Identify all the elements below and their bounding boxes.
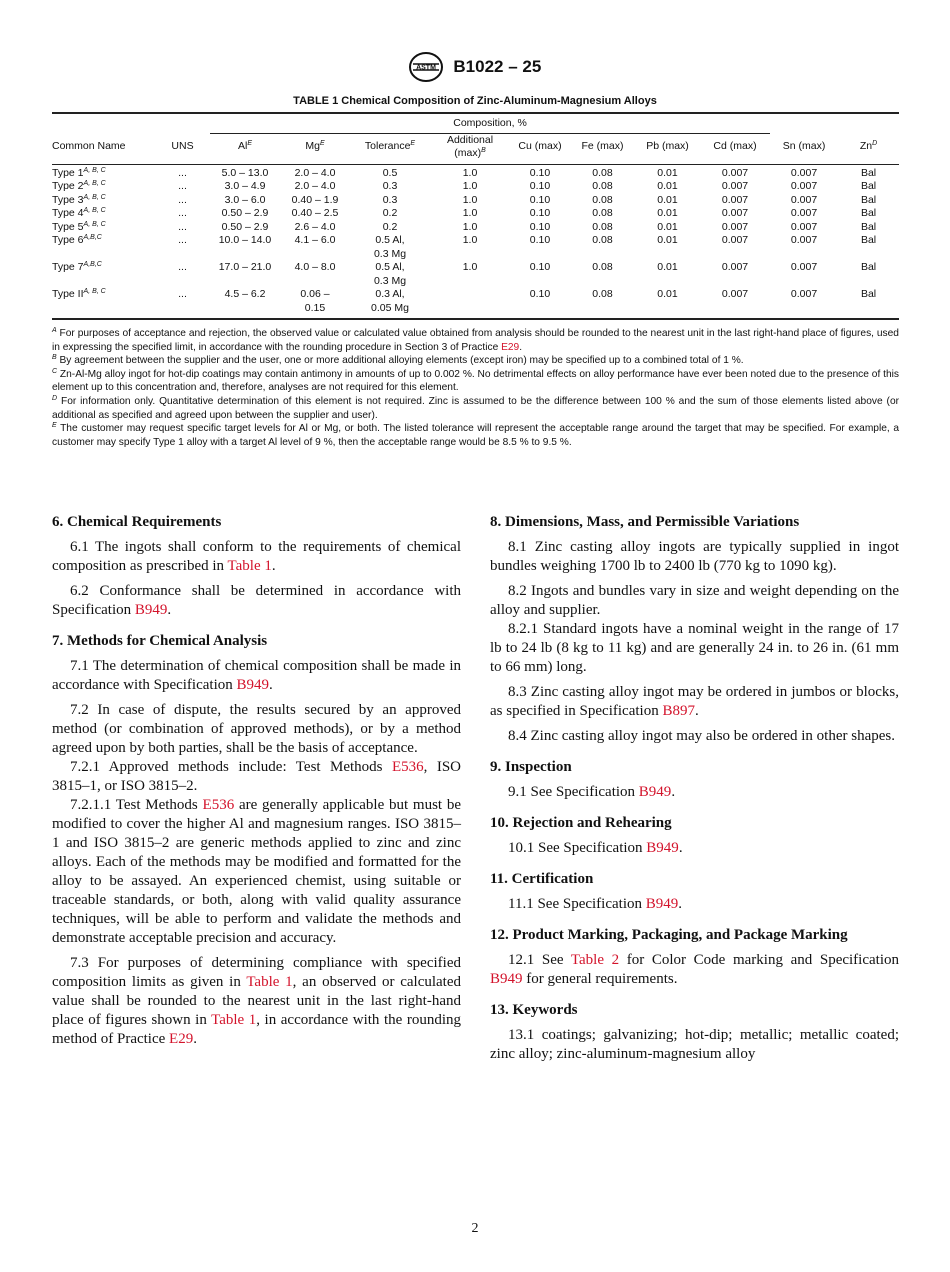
paragraph [490, 620, 899, 677]
footnote-mark: B [52, 354, 57, 362]
footnote-mark: A, B, C [83, 288, 106, 295]
table-cell: 0.01 [657, 166, 678, 179]
reference-link[interactable]: Table 1 [246, 974, 293, 990]
table-cell: 0.06 – 0.15 [300, 288, 330, 314]
reference-link[interactable]: E536 [391, 759, 424, 775]
table-cell: 4.5 – 6.2 [224, 288, 266, 300]
section-heading: 12. Product Marking, Packaging, and Package Marking [490, 927, 848, 943]
alloy-name: Type 7 [52, 261, 84, 273]
text: 8.2.1 Standard ingots have a nominal weight in the range of 17 lb to 24 lb (8 kg to 11 kg) and are generally 24 in. to 26 in. (61 mm to 66 mm) long. [490, 621, 899, 675]
column-header [280, 133, 350, 164]
table-cell: 0.10 [529, 234, 551, 246]
text: , an observed or calculated value shall be rounded to the nearest unit in the last right-hand place of figures shown in [52, 974, 462, 1028]
table-cell: 0.01 [657, 207, 678, 219]
reference-link[interactable]: E29 [501, 341, 520, 353]
text: 11.1 See Specification [508, 896, 646, 912]
column-header [838, 133, 899, 164]
table-cell: 2.6 – 4.0 [294, 220, 336, 233]
footnote-mark: D [52, 394, 58, 402]
table-cell: 1.0 [462, 234, 478, 246]
paragraph [490, 951, 899, 989]
table-cell: 0.007 [790, 207, 818, 219]
text: . [694, 703, 699, 719]
table-cell: 3.0 – 4.9 [224, 180, 266, 192]
table-cell: 5.0 – 13.0 [221, 166, 269, 179]
paragraph [52, 954, 461, 1049]
table-cell: 0.007 [790, 261, 818, 273]
footnote [52, 354, 899, 368]
footnote [52, 422, 899, 449]
table-cell: 0.2 [382, 207, 398, 219]
text: for general requirements. [522, 971, 678, 987]
column-label: Common Name [52, 140, 126, 152]
text: . [269, 677, 273, 693]
section-heading: 6. Chemical Requirements [52, 514, 222, 530]
table-cell: 0.5 Al, 0.3 Mg [373, 261, 407, 287]
table-cell: 0.08 [592, 220, 613, 233]
footnote-mark: A, B, C [83, 193, 106, 201]
table-cell: 4.1 – 6.0 [294, 234, 336, 246]
text: . [678, 896, 683, 912]
table-cell: 0.007 [721, 166, 749, 179]
text: . [271, 558, 276, 574]
table-footnotes [52, 327, 899, 449]
table-cell: 0.10 [529, 166, 551, 179]
table-cell: 0.50 – 2.9 [221, 220, 269, 233]
paragraph [52, 538, 461, 576]
footnote-mark: A [52, 327, 57, 334]
section-heading: 8. Dimensions, Mass, and Permissible Variations [490, 514, 800, 530]
table-cell: ... [178, 220, 187, 233]
footnote-mark: A, B, C [83, 166, 106, 174]
table-cell: ... [178, 166, 187, 179]
table-cell: 0.007 [721, 207, 749, 219]
table-cell: 0.007 [790, 234, 818, 246]
reference-link[interactable]: B949 [645, 896, 679, 912]
column-header [700, 133, 770, 164]
column-label: Sn (max) [782, 140, 826, 152]
text: for Color Code marking and Specification [619, 952, 899, 968]
table-cell: 0.10 [529, 288, 551, 300]
table-cell: 0.007 [790, 220, 818, 233]
table-row [52, 164, 899, 180]
page-header [0, 52, 950, 82]
table-cell: ... [178, 234, 187, 246]
table-cell: Bal [860, 166, 877, 179]
footnote-mark: C [52, 367, 58, 375]
text: . [519, 341, 523, 353]
table-cell: 1.0 [462, 166, 478, 179]
paragraph [52, 701, 461, 758]
table-row [52, 261, 899, 288]
header-spacer [770, 113, 899, 133]
table-cell: 0.01 [657, 261, 678, 273]
svg-text:ASTM: ASTM [415, 64, 436, 72]
table-cell: 0.007 [721, 234, 749, 246]
table-cell: 0.3 Al, 0.05 Mg [371, 288, 409, 314]
common-name [52, 207, 155, 221]
table-cell: 0.007 [790, 193, 818, 206]
text: , ISO 3815–1, or ISO 3815–2. [52, 759, 462, 794]
column-header [770, 133, 838, 164]
text: 8.4 Zinc casting alloy ingot may also be ordered in other shapes. [508, 728, 895, 744]
table-cell: 0.50 – 2.9 [221, 207, 269, 219]
common-name [52, 194, 155, 208]
table-cell: 0.08 [592, 180, 613, 192]
text: The customer may request specific target levels for Al or Mg, or both. The listed tolerance will represent the acceptable range around the target that may be specified. For example, a customer may specify Type 1 alloy with a target Al level of 9 %, then the acceptable range would be 8.5 % to 9.5 %. [52, 423, 899, 448]
text: 7.2.1.1 Test Methods [70, 797, 203, 813]
text: By agreement between the supplier and the user, one or more additional alloying elements (except iron) may be specified up to a combined total of 1 %. [59, 355, 744, 367]
common-name [52, 261, 155, 288]
column-header [52, 133, 155, 164]
table-cell: ... [178, 261, 187, 273]
table-cell: ... [178, 193, 187, 206]
footnote-mark: A,B,C [83, 261, 102, 268]
table-cell: 0.5 [382, 166, 398, 179]
table-cell: 2.0 – 4.0 [294, 166, 336, 179]
reference-link[interactable]: E536 [202, 797, 235, 813]
table-cell: 0.5 Al, 0.3 Mg [373, 234, 407, 260]
table-cell: 0.007 [721, 220, 749, 233]
alloy-name: Type 4 [52, 207, 84, 219]
column-label: Cu (max) [518, 140, 562, 153]
table-cell: 0.007 [790, 180, 818, 192]
table-cell: 0.08 [592, 207, 613, 219]
alloy-name: Type 2 [52, 180, 84, 192]
text: . [167, 602, 172, 618]
table-cell: 0.007 [790, 288, 818, 300]
column-header [210, 133, 280, 164]
reference-link[interactable]: B897 [662, 703, 695, 719]
paragraph [490, 538, 899, 576]
reference-link[interactable]: B949 [236, 677, 270, 693]
text: 7.2.1 Approved methods include: Test Methods [70, 759, 392, 775]
reference-link[interactable]: B949 [134, 602, 168, 618]
section-heading: 9. Inspection [490, 759, 572, 775]
table-cell: 0.3 [382, 180, 398, 192]
paragraph [490, 839, 899, 858]
table-row [52, 194, 899, 208]
table-cell: 2.0 – 4.0 [294, 180, 336, 192]
page-number: 2 [471, 1221, 479, 1236]
table-caption: TABLE 1 Chemical Composition of Zinc-Aluminum-Magnesium Alloys [293, 95, 657, 107]
column-label: Fe (max) [581, 140, 624, 153]
table-cell: 4.0 – 8.0 [294, 261, 336, 273]
table-cell: ... [178, 288, 187, 300]
table-cell: 0.40 – 2.5 [291, 207, 339, 219]
table-row [52, 288, 899, 319]
section-heading: 11. Certification [490, 871, 594, 887]
alloy-name: Type 3 [52, 193, 84, 206]
table-cell: 0.01 [657, 220, 678, 233]
column-header [635, 133, 700, 164]
footnote-mark: A,B,C [83, 234, 102, 241]
column-label: Mg [305, 140, 320, 153]
text: . [671, 784, 676, 800]
table-cell: 1.0 [462, 207, 478, 219]
table-cell: 0.007 [721, 180, 749, 192]
table-cell: 1.0 [462, 193, 478, 206]
table-cell: 0.40 – 1.9 [291, 193, 339, 206]
table-cell: 3.0 – 6.0 [224, 193, 266, 206]
table-cell: 17.0 – 21.0 [218, 261, 272, 273]
alloy-name: Type 5 [52, 220, 84, 233]
table-cell: Bal [860, 180, 877, 192]
table-cell: 0.01 [657, 180, 678, 192]
table-cell: Bal [860, 193, 877, 206]
table-cell: 0.3 [382, 193, 398, 206]
column-label: Tolerance [364, 140, 411, 153]
footnote [52, 368, 899, 395]
text: 7.1 The determination of chemical composition shall be made in accordance with Specification [52, 658, 461, 693]
astm-logo-icon [409, 52, 443, 82]
reference-link[interactable]: Table 2 [570, 952, 620, 968]
table-cell: Bal [860, 288, 877, 300]
table-cell: Bal [860, 220, 877, 233]
table-cell: 1.0 [462, 180, 478, 192]
text: 9.1 See Specification [508, 784, 639, 800]
column-label: Pb (max) [646, 140, 689, 153]
table-cell: 0.08 [592, 288, 613, 300]
text: Zn-Al-Mg alloy ingot for hot-dip coatings may contain antimony in amounts of up to 0.002 %. No detrimental effects on alloy performance have ever been noted due to the presence of this element up to this concentration and, therefore, analyses are not required for this element. [52, 368, 899, 394]
composition-table [52, 112, 899, 320]
document-designation: B1022 – 25 [453, 57, 542, 76]
table-cell: 0.01 [657, 193, 678, 206]
header-spacer [52, 113, 210, 133]
footnote-mark: D [872, 140, 878, 147]
table-cell: 0.007 [790, 166, 818, 179]
column-label: Additional (max) [446, 133, 494, 159]
reference-link[interactable]: B949 [646, 840, 679, 856]
footnote-mark: A, B, C [83, 180, 106, 187]
table-cell: 0.01 [657, 288, 678, 300]
table-cell: 1.0 [462, 220, 478, 233]
table-cell: 0.08 [592, 234, 613, 246]
left-column [52, 513, 461, 1055]
table-cell: 10.0 – 14.0 [218, 234, 272, 246]
common-name [52, 234, 155, 261]
column-label: Al [237, 140, 248, 153]
column-label: Zn [859, 140, 873, 152]
reference-link[interactable]: E29 [169, 1031, 194, 1047]
table-cell: 0.10 [529, 220, 551, 233]
right-column [490, 513, 899, 1070]
text: 10.1 See Specification [508, 840, 647, 856]
paragraph [52, 582, 461, 620]
column-header [350, 133, 430, 164]
column-label: UNS [171, 140, 194, 152]
table-cell: Bal [860, 207, 877, 219]
table-cell: Bal [860, 234, 877, 246]
table-cell [430, 288, 510, 319]
table-cell: 0.10 [529, 180, 551, 192]
footnote [52, 327, 899, 354]
table-cell: 0.08 [592, 193, 613, 206]
column-label: Cd (max) [713, 140, 757, 153]
text: 7.3 For purposes of determining compliance with specified composition limits as given in [52, 955, 461, 990]
table-cell: 0.007 [721, 288, 749, 300]
common-name [52, 221, 155, 235]
table-row [52, 180, 899, 194]
text: 12.1 See [508, 952, 571, 968]
text: 13.1 coatings; galvanizing; hot-dip; metallic; metallic coated; zinc alloy; zinc-aluminum-magnesium alloy [490, 1027, 899, 1062]
table-cell: 0.10 [529, 207, 551, 219]
common-name [52, 164, 155, 180]
table-cell: 0.10 [529, 261, 551, 273]
reference-link[interactable]: B949 [638, 784, 672, 800]
table-cell: 1.0 [462, 261, 478, 273]
reference-link[interactable]: Table 1 [211, 1012, 257, 1028]
table-cell: ... [178, 180, 187, 192]
table-cell: 0.007 [721, 261, 749, 273]
table-row [52, 207, 899, 221]
common-name [52, 288, 155, 319]
text: are generally applicable but must be modified to cover the higher Al and magnesium ranges. ISO 3815–1 and ISO 3815–2 are generic methods applied to zinc and zinc alloys. Each of the methods may be modified and formatted for the alloy to be assayed. An experienced chemist, using suitable or traceable standards, or both, along with valid quality assurance techniques, will be able to perform and validate the methods and demonstrate acceptable precision and accuracy. [52, 797, 461, 946]
table-cell: 0.01 [657, 234, 678, 246]
table-row [52, 221, 899, 235]
paragraph [490, 727, 899, 746]
paragraph [52, 796, 461, 948]
alloy-name: Type 6 [52, 234, 84, 246]
footnote-mark: A, B, C [83, 207, 106, 214]
text: 7.2 In case of dispute, the results secured by an approved method (or combination of approved methods), or by a method agreed upon by both parties, shall be the basis of acceptance. [52, 702, 461, 756]
column-header [570, 133, 635, 164]
text: , in accordance with the rounding method of Practice [52, 1012, 461, 1047]
footnote [52, 395, 899, 422]
text: 8.1 Zinc casting alloy ingots are typically supplied in ingot bundles weighing 1700 lb to 2400 lb (770 kg to 1090 kg). [490, 539, 899, 574]
paragraph [490, 783, 899, 802]
paragraph [490, 582, 899, 620]
reference-link[interactable]: B949 [490, 971, 523, 987]
footnote-mark: B [481, 147, 486, 154]
table-cell: ... [178, 207, 187, 219]
reference-link[interactable]: Table 1 [227, 558, 272, 574]
footnote-mark: E [52, 422, 57, 430]
footnote-mark: E [410, 140, 416, 148]
table-cell: 0.2 [382, 220, 398, 233]
table-cell: 0.08 [592, 261, 613, 273]
paragraph [490, 895, 899, 914]
table-cell: Bal [860, 261, 877, 273]
paragraph [52, 657, 461, 695]
footnote-mark: E [319, 140, 325, 148]
footnote-mark: A, B, C [83, 220, 106, 228]
paragraph [490, 1026, 899, 1064]
footnote-mark: E [247, 140, 252, 148]
column-header [510, 133, 570, 164]
paragraph [490, 683, 899, 721]
section-heading: 7. Methods for Chemical Analysis [52, 633, 268, 649]
column-header [430, 133, 510, 164]
section-heading: 13. Keywords [490, 1002, 578, 1018]
text: 6.2 Conformance shall be determined in accordance with Specification [52, 583, 461, 618]
table-cell: 0.10 [529, 193, 551, 206]
text: For information only. Quantitative determination of this element is not required. Zinc is assumed to be the difference between 100 % and the sum of those elements listed above (or additional as specified and agreed upon between the supplier and user). [52, 395, 899, 421]
section-heading: 10. Rejection and Rehearing [490, 815, 672, 831]
text: For purposes of acceptance and rejection, the observed value or calculated value obtained from analysis should be rounded to the nearest unit in the last right-hand place of figures, used in expressing the specified limit, in accordance with the rounding procedure in Section 3 of Practice [52, 328, 899, 353]
table-row [52, 234, 899, 261]
alloy-name: Type 1 [52, 166, 84, 179]
table-cell: 0.08 [592, 166, 613, 179]
text: . [193, 1031, 197, 1047]
text: 6.1 The ingots shall conform to the requirements of chemical composition as prescribed in [52, 539, 461, 574]
alloy-name: Type II [52, 288, 84, 300]
table-cell: 0.007 [721, 193, 749, 206]
column-header [155, 133, 210, 164]
text: 8.2 Ingots and bundles vary in size and weight depending on the alloy and supplier. [490, 583, 899, 618]
text: 8.3 Zinc casting alloy ingot may be ordered in jumbos or blocks, as specified in Specification [490, 684, 899, 719]
common-name [52, 180, 155, 194]
paragraph [52, 758, 461, 796]
text: . [678, 840, 683, 856]
composition-group-header: Composition, % [210, 113, 770, 133]
